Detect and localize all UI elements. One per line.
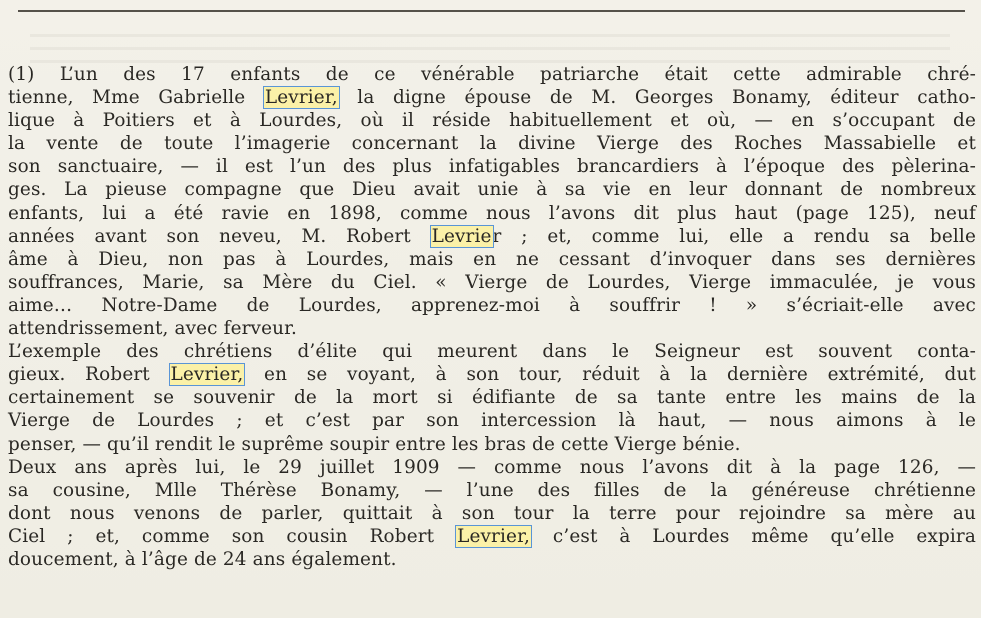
text-line: [8, 340, 976, 363]
text-segment: son sanctuaire, — il est l’un des plus infatigables brancardiers à l’époque des pèlerina-: [8, 156, 976, 178]
text-line: [8, 225, 976, 248]
bleed-through-text: [30, 24, 950, 64]
text-segment: années avant son neveu, M. Robert: [8, 225, 431, 247]
highlighted-term: Levrier,: [170, 364, 244, 386]
text-segment: ges. La pieuse compagne que Dieu avait unie à sa vie en leur donnant de nombreux: [8, 179, 976, 201]
footnote-text: [8, 63, 976, 571]
text-line: [8, 109, 976, 132]
text-line: [8, 456, 976, 479]
text-line: [8, 525, 976, 548]
top-rule: [18, 10, 965, 12]
text-segment: en se voyant, à son tour, réduit à la dernière extrémité, dut: [244, 364, 977, 386]
text-line: [8, 86, 976, 109]
text-segment: la digne épouse de M. Georges Bonamy, éditeur catho-: [338, 87, 976, 109]
text-line: [8, 271, 976, 294]
text-line: [8, 479, 976, 502]
text-line: [8, 202, 976, 225]
text-segment: lique à Poitiers et à Lourdes, où il réside habituellement et où, — en s’occupant de: [8, 110, 976, 132]
text-segment: L’exemple des chrétiens d’élite qui meurent dans le Seigneur est souvent conta-: [8, 341, 976, 363]
text-segment: attendrissement, avec ferveur.: [8, 318, 298, 340]
text-line: [8, 294, 976, 317]
text-line: [8, 132, 976, 155]
text-line: [8, 63, 976, 86]
text-segment: gieux. Robert: [8, 364, 170, 386]
text-line: [8, 386, 976, 409]
text-segment: sa cousine, Mlle Thérèse Bonamy, — l’une des filles de la généreuse chrétienne: [8, 479, 976, 501]
text-segment: âme à Dieu, non pas à Lourdes, mais en ne cessant d’invoquer dans ses dernières: [8, 248, 976, 270]
highlighted-term: Levrier,: [264, 87, 338, 109]
highlighted-term: Levrier,: [457, 525, 530, 547]
text-segment: (1) L’un des 17 enfants de ce vénérable patriarche était cette admirable chré-: [8, 64, 976, 85]
paragraph: [8, 63, 976, 340]
paragraph: [8, 340, 976, 455]
text-line: [8, 178, 976, 201]
text-line: [8, 317, 976, 340]
text-segment: tienne, Mme Gabrielle: [8, 87, 264, 109]
text-segment: penser, — qu’il rendit le suprême soupir entre les bras de cette Vierge bénie.: [8, 433, 741, 455]
text-line: [8, 433, 976, 456]
text-segment: certainement se souvenir de la mort si édifiante de sa tante entre les mains de la: [8, 387, 976, 409]
text-line: [8, 155, 976, 178]
text-segment: aime… Notre-Dame de Lourdes, apprenez-moi à souffrir ! » s’écriait-elle avec: [8, 294, 976, 316]
text-segment: souffrances, Marie, sa Mère du Ciel. « Vierge de Lourdes, Vierge immaculée, je vous: [8, 271, 976, 293]
text-segment: c’est à Lourdes même qu’elle expira: [530, 525, 976, 547]
paragraph: [8, 456, 976, 571]
text-segment: r ; et, comme lui, elle a rendu sa belle: [492, 225, 976, 247]
text-segment: Vierge de Lourdes ; et c’est par son intercession là haut, — nous aimons à le: [8, 410, 976, 432]
text-segment: Deux ans après lui, le 29 juillet 1909 — comme nous l’avons dit à la page 126, —: [8, 456, 976, 478]
text-line: [8, 502, 976, 525]
text-line: [8, 409, 976, 432]
text-line: [8, 548, 976, 571]
text-segment: dont nous venons de parler, quittait à son tour la terre pour rejoindre sa mère au: [8, 502, 976, 524]
text-segment: doucement, à l’âge de 24 ans également.: [8, 548, 397, 570]
text-line: [8, 248, 976, 271]
highlighted-term: Levrie: [431, 225, 492, 247]
text-segment: la vente de toute l’imagerie concernant la divine Vierge des Roches Massabielle et: [8, 133, 976, 155]
text-segment: Ciel ; et, comme son cousin Robert: [8, 525, 457, 547]
text-segment: enfants, lui a été ravie en 1898, comme nous l’avons dit plus haut (page 125), neuf: [8, 202, 976, 224]
text-line: [8, 363, 976, 386]
